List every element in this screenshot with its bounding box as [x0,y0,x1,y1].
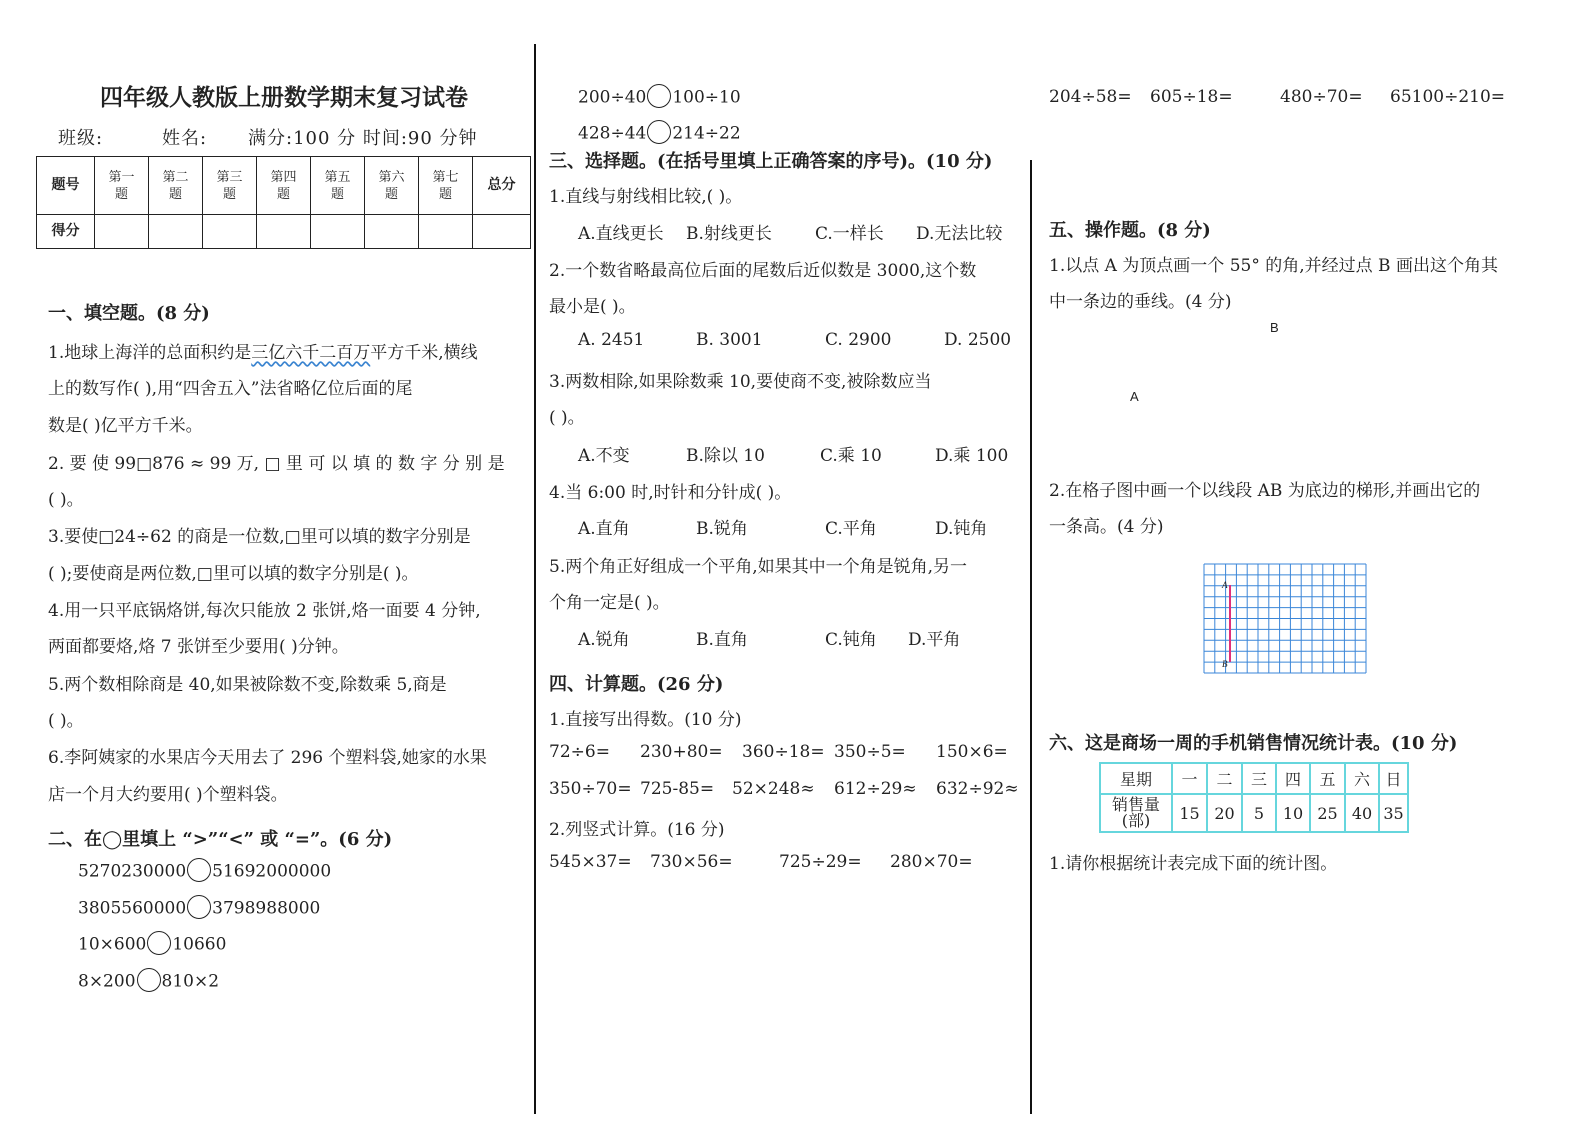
calc-item: 480÷70= [1280,87,1363,107]
calc-item: 204÷58= [1049,87,1132,107]
s1-line: 4.用一只平底锅烙饼,每次只能放 2 张饼,烙一面要 4 分钟, [48,601,481,621]
calc-item: 730×56= [650,852,733,872]
sales-table-count-label: 销售量 (部) [1100,794,1172,832]
s3-option: A.直角 [578,519,630,539]
drawing-grid[interactable] [1203,563,1367,674]
calc-item: 725÷29= [779,852,862,872]
s3-question: 最小是( )。 [549,297,636,317]
s1-line: 数是( )亿平方千米。 [48,416,203,436]
score-table-col: 第七 题 [418,157,472,215]
calc-item: 725-85= [640,779,715,799]
sales-table-value: 5 [1242,794,1276,832]
s3-option: C.钝角 [825,630,877,650]
sales-table-day: 六 [1345,763,1379,794]
compare-item: 10×600 10660 [78,933,226,957]
calc-item: 350÷70= [549,779,632,799]
s3-option: D. 2500 [944,330,1012,350]
sales-table-day-label: 星期 [1100,763,1172,794]
s3-option: A.不变 [578,446,630,466]
calc-item: 150×6= [936,742,1008,762]
sales-table-day: 四 [1276,763,1310,794]
compare-item: 428÷44 214÷22 [578,122,741,146]
grid-point-a-label: A [1222,580,1228,590]
compare-circle[interactable] [187,895,211,919]
calc-item: 612÷29≈ [834,779,917,799]
score-table-col: 第六 题 [364,157,418,215]
sales-table-value: 25 [1310,794,1345,832]
point-a-label: A [1130,389,1139,404]
s3-question: 个角一定是( )。 [549,593,670,613]
calc-item: 605÷18= [1150,87,1233,107]
compare-item: 3805560000 3798988000 [78,897,320,921]
sales-table-value: 15 [1172,794,1207,832]
score-cell[interactable] [310,215,364,249]
section5-title: 五、操作题。(8 分) [1049,220,1211,241]
s3-option: C.平角 [825,519,877,539]
calc-item: 230+80= [640,742,723,762]
s3-option: D.乘 100 [935,446,1009,466]
s3-option: A.直线更长 [578,224,664,244]
calc-item: 360÷18= [742,742,825,762]
score-cell[interactable] [148,215,202,249]
s1-line: 2. 要 使 99□876 ≈ 99 万, □ 里 可 以 填 的 数 字 分 别 是 [48,454,505,474]
s3-option: A.锐角 [578,630,630,650]
compare-circle[interactable] [187,858,211,882]
s1-line: 5.两个数相除商是 40,如果被除数不变,除数乘 5,商是 [48,675,447,695]
s3-option: D.无法比较 [916,224,1003,244]
name-label: 姓名: [162,128,208,149]
s3-option: A. 2451 [578,330,645,350]
score-table-col: 第五 题 [310,157,364,215]
s3-option: C.一样长 [815,224,884,244]
compare-item: 200÷40 100÷10 [578,86,741,110]
column-divider-left [534,44,536,1114]
grid-point-b-label: B [1222,659,1228,669]
s3-question: 1.直线与射线相比较,( )。 [549,187,743,207]
score-time-info: 满分:100 分 时间:90 分钟 [248,128,478,149]
sales-table-value: 10 [1276,794,1310,832]
s4-subtitle: 2.列竖式计算。(16 分) [549,820,725,840]
sales-table [1099,762,1409,833]
s3-option: C. 2900 [825,330,892,350]
score-cell[interactable] [256,215,310,249]
calc-item: 350÷5= [834,742,906,762]
calc-item: 280×70= [890,852,973,872]
score-cell[interactable] [418,215,472,249]
compare-circle[interactable] [147,931,171,955]
s3-option: B.锐角 [696,519,748,539]
s1-line: 店一个月大约要用( )个塑料袋。 [48,785,288,805]
s1-line: 1.地球上海洋的总面积约是三亿六千二百万平方千米,横线 [48,343,478,363]
s5-question: 2.在格子图中画一个以线段 AB 为底边的梯形,并画出它的 [1049,481,1481,501]
s1-line: 6.李阿姨家的水果店今天用去了 296 个塑料袋,她家的水果 [48,748,487,768]
compare-item: 8×200 810×2 [78,970,219,994]
s3-option: B. 3001 [696,330,763,350]
compare-circle[interactable] [137,968,161,992]
score-table-col: 第四 题 [256,157,310,215]
sales-table-day: 五 [1310,763,1345,794]
compare-circle[interactable] [647,84,671,108]
s1-line: ( );要使商是两位数,□里可以填的数字分别是( )。 [48,564,419,584]
sales-table-value: 40 [1345,794,1379,832]
s3-option: D.钝角 [935,519,988,539]
s1-underlined-number: 三亿六千二百万 [251,343,371,363]
point-b-label: B [1270,320,1279,335]
s6-question: 1.请你根据统计表完成下面的统计图。 [1049,854,1338,874]
calc-item: 72÷6= [549,742,610,762]
s3-option: B.射线更长 [686,224,772,244]
score-table-col: 第一 题 [94,157,148,215]
sales-table-day: 二 [1207,763,1242,794]
sales-table-value: 35 [1379,794,1408,832]
sales-table-day: 三 [1242,763,1276,794]
score-cell[interactable] [472,215,530,249]
s3-option: B.直角 [696,630,748,650]
section1-title: 一、填空题。(8 分) [48,303,210,324]
score-table-col: 第二 题 [148,157,202,215]
score-cell[interactable] [364,215,418,249]
s3-question: ( )。 [549,408,585,428]
s1-line: 3.要使□24÷62 的商是一位数,□里可以填的数字分别是 [48,527,471,547]
s1-line: ( )。 [48,711,84,731]
s1-line: 上的数写作( ),用“四舍五入”法省略亿位后面的尾 [48,379,413,399]
score-table-header-label: 题号 [37,157,95,215]
column-divider-right [1030,160,1032,1114]
sales-table-value: 20 [1207,794,1242,832]
score-table-score-label: 得分 [37,215,95,249]
s5-question: 中一条边的垂线。(4 分) [1049,292,1232,312]
sales-table-day: 一 [1172,763,1207,794]
compare-item: 5270230000 51692000000 [78,860,331,884]
s5-question: 一条高。(4 分) [1049,517,1164,537]
s3-question: 3.两数相除,如果除数乘 10,要使商不变,被除数应当 [549,372,932,392]
s3-option: C.乘 10 [820,446,882,466]
score-table-col: 第三 题 [202,157,256,215]
score-cell[interactable] [202,215,256,249]
calc-item: 65100÷210= [1390,87,1506,107]
section2-title: 二、在◯里填上 “>”“<” 或 “=”。(6 分) [48,829,393,850]
s3-question: 4.当 6:00 时,时针和分针成( )。 [549,483,792,503]
s5-question: 1.以点 A 为顶点画一个 55° 的角,并经过点 B 画出这个角其 [1049,256,1498,276]
section6-title: 六、这是商场一周的手机销售情况统计表。(10 分) [1049,733,1458,754]
score-table-total: 总分 [472,157,530,215]
class-label: 班级: [58,128,104,149]
calc-item: 52×248≈ [732,779,815,799]
score-cell[interactable] [94,215,148,249]
score-table [36,156,531,249]
s3-question: 2.一个数省略最高位后面的尾数后近似数是 3000,这个数 [549,261,977,281]
section4-title: 四、计算题。(26 分) [549,674,724,695]
section3-title: 三、选择题。(在括号里填上正确答案的序号)。(10 分) [549,151,993,172]
calc-item: 545×37= [549,852,632,872]
page-title: 四年级人教版上册数学期末复习试卷 [100,84,468,111]
s3-option: B.除以 10 [686,446,765,466]
s3-option: D.平角 [908,630,961,650]
compare-circle[interactable] [647,120,671,144]
s4-subtitle: 1.直接写出得数。(10 分) [549,710,742,730]
s1-line: ( )。 [48,490,84,510]
sales-table-day: 日 [1379,763,1408,794]
s1-line: 两面都要烙,烙 7 张饼至少要用( )分钟。 [48,637,349,657]
calc-item: 632÷92≈ [936,779,1019,799]
s3-question: 5.两个角正好组成一个平角,如果其中一个角是锐角,另一 [549,557,968,577]
